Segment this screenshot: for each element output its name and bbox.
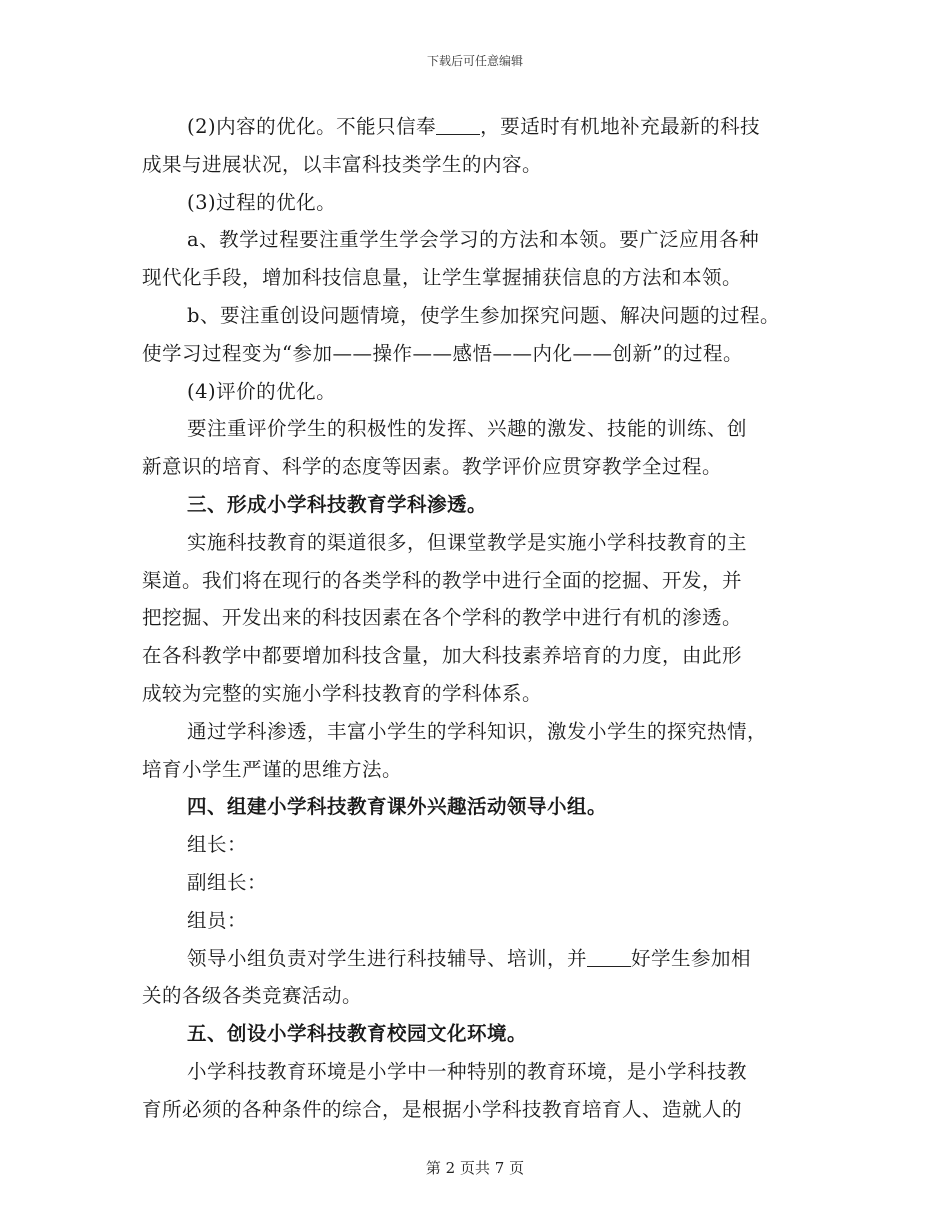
text-line bbox=[187, 720, 767, 744]
line-text: 小学科技教育环境是小学中一种特别的教育环境，是小学科技教 bbox=[187, 1060, 748, 1083]
line-text: 领导小组负责对学生进行科技辅导、培训，并 bbox=[187, 946, 588, 970]
line-text: 成较为完整的实施小学科技教育的学科体系。 bbox=[142, 682, 543, 705]
text-line bbox=[187, 909, 247, 933]
line-text-after-blank: ，要适时有机地补充最新的科技 bbox=[480, 115, 761, 138]
line-text: (4)评价的优化。 bbox=[187, 379, 337, 403]
page-header: 下载后可任意编辑 bbox=[426, 54, 523, 68]
text-line bbox=[187, 191, 336, 215]
page-footer: 第 2 页共 7 页 bbox=[425, 1159, 525, 1177]
text-line bbox=[142, 606, 742, 630]
line-text: 通过学科渗透，丰富小学生的学科知识，激发小学生的探究热情， bbox=[187, 719, 768, 743]
line-text: 把挖掘、开发出来的科技因素在各个学科的教学中进行有机的渗透。 bbox=[142, 606, 743, 630]
section-heading bbox=[187, 1022, 527, 1046]
line-text: 四、组建小学科技教育课外兴趣活动领导小组。 bbox=[187, 795, 608, 819]
line-text: 在各科教学中都要增加科技含量，加大科技素养培育的力度，由此形 bbox=[142, 644, 743, 668]
text-line bbox=[187, 1060, 747, 1084]
line-text: 关的各级各类竞赛活动。 bbox=[142, 984, 363, 1008]
text-line bbox=[142, 569, 742, 593]
line-text: 组长： bbox=[187, 833, 248, 857]
text-line bbox=[187, 833, 247, 857]
line-text: 三、形成小学科技教育学科渗透。 bbox=[187, 493, 488, 516]
line-text: b、要注重创设问题情境，使学生参加探究问题、解决问题的过程。 bbox=[187, 304, 780, 327]
line-text: 渠道。我们将在现行的各类学科的教学中进行全面的挖掘、开发，并 bbox=[142, 568, 743, 592]
line-text: 使学习过程变为“参加——操作——感悟——内化——创新”的过程。 bbox=[142, 341, 743, 365]
text-line bbox=[187, 947, 751, 971]
text-line bbox=[187, 531, 747, 555]
line-text: 实施科技教育的渠道很多，但课堂教学是实施小学科技教育的主 bbox=[187, 530, 748, 554]
line-text: 五、创设小学科技教育校园文化环境。 bbox=[187, 1022, 528, 1046]
text-line bbox=[142, 682, 542, 706]
text-line bbox=[142, 644, 742, 668]
line-text: (2)内容的优化。不能只信奉 bbox=[187, 115, 437, 138]
text-line bbox=[187, 871, 267, 895]
line-text: 新意识的培育、科学的态度等因素。教学评价应贯穿教学全过程。 bbox=[142, 455, 723, 479]
fill-in-blank bbox=[587, 948, 631, 967]
text-line bbox=[142, 984, 362, 1008]
text-line bbox=[142, 266, 742, 290]
line-text: 成果与进展状况，以丰富科技类学生的内容。 bbox=[142, 152, 543, 176]
text-line bbox=[187, 115, 760, 139]
line-text: 要注重评价学生的积极性的发挥、兴趣的激发、技能的训练、创 bbox=[187, 417, 748, 441]
line-text: 育所必须的各种条件的综合，是根据小学科技教育培育人、造就人的 bbox=[142, 1097, 743, 1121]
line-text: 副组长： bbox=[187, 871, 268, 894]
line-text-after-blank: 好学生参加相 bbox=[631, 946, 752, 970]
section-heading bbox=[187, 795, 607, 819]
text-line bbox=[142, 1098, 742, 1122]
text-line bbox=[187, 380, 336, 404]
text-line bbox=[187, 228, 759, 252]
text-line bbox=[142, 758, 402, 782]
line-text: 组员： bbox=[187, 908, 248, 932]
text-line bbox=[142, 153, 542, 177]
text-line bbox=[142, 455, 722, 479]
line-text: 现代化手段，增加科技信息量，让学生掌握捕获信息的方法和本领。 bbox=[142, 266, 743, 290]
section-heading bbox=[187, 493, 487, 517]
line-text: (3)过程的优化。 bbox=[187, 190, 337, 214]
text-line bbox=[142, 342, 743, 366]
text-line bbox=[187, 304, 780, 328]
text-line bbox=[187, 417, 747, 441]
line-text: 培育小学生严谨的思维方法。 bbox=[142, 757, 403, 781]
fill-in-blank bbox=[436, 116, 480, 135]
line-text: a、教学过程要注重学生学会学习的方法和本领。要广泛应用各种 bbox=[187, 228, 760, 252]
